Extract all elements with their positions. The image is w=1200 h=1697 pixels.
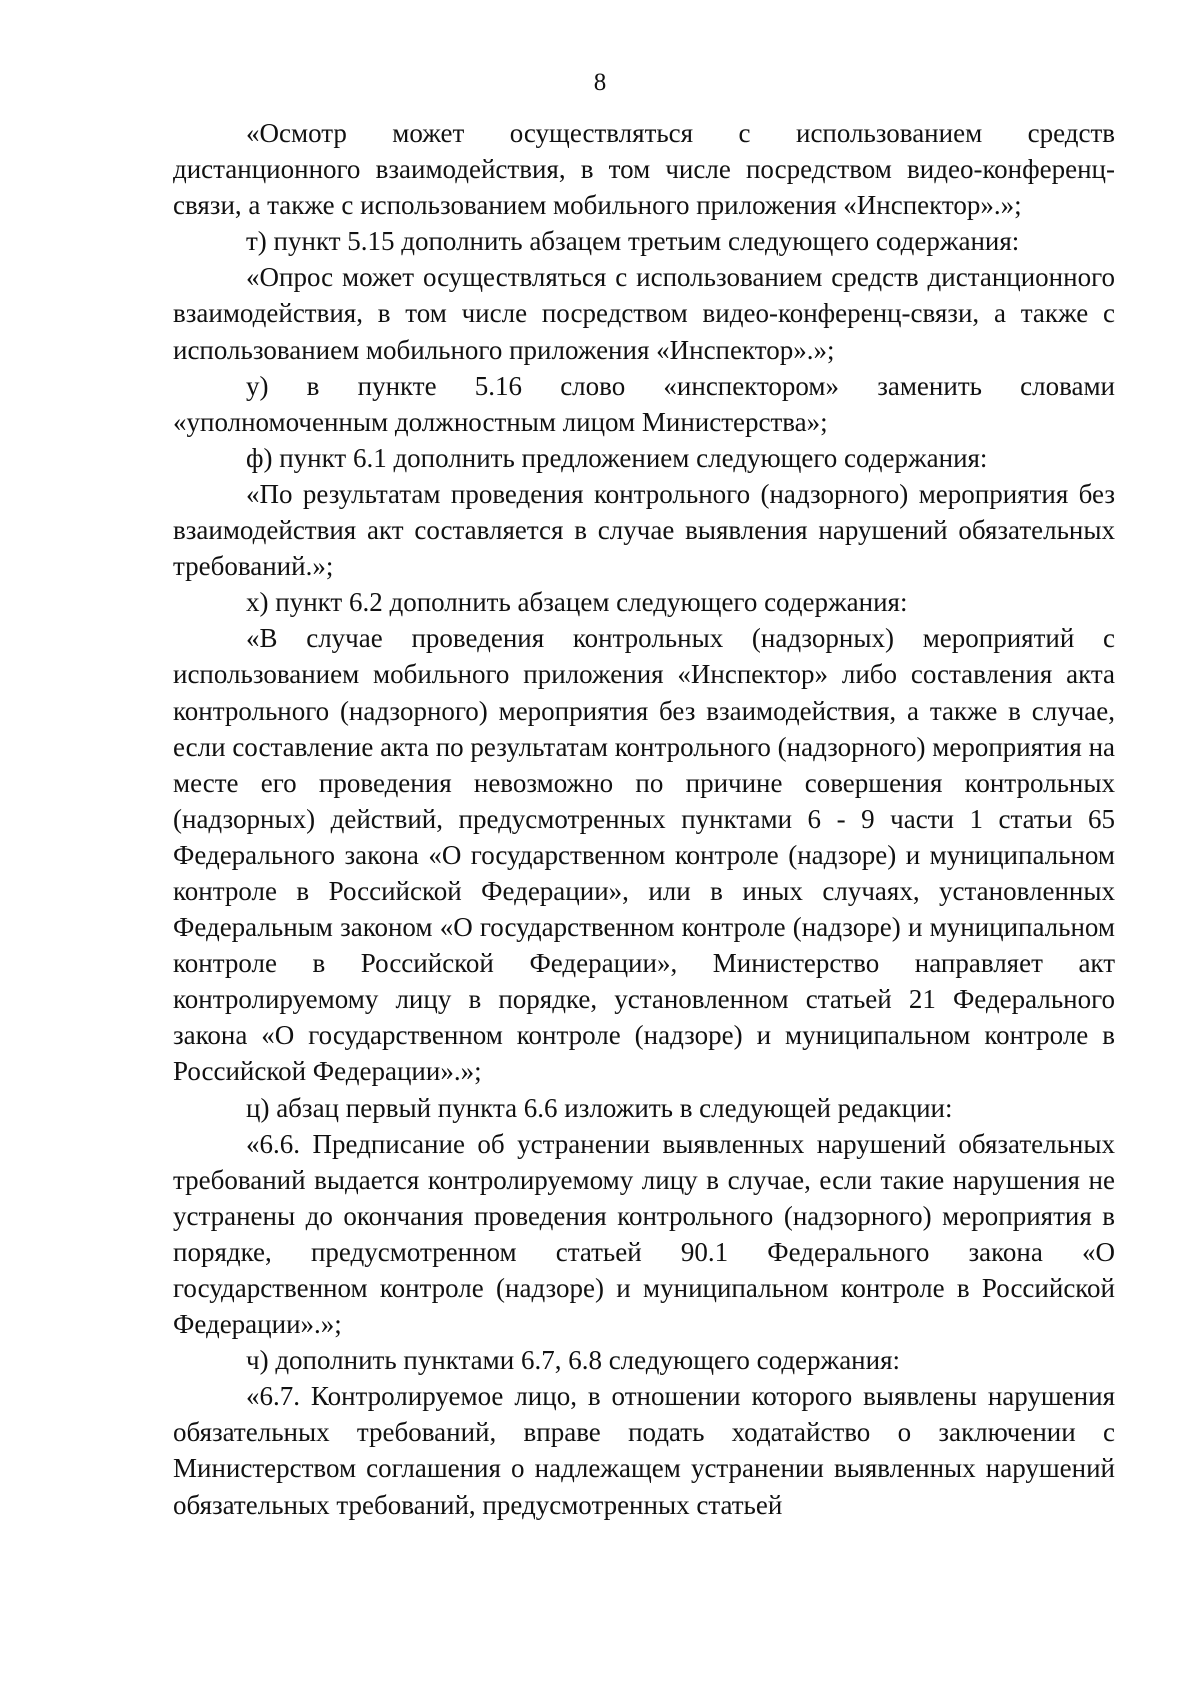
paragraph-item-t: т) пункт 5.15 дополнить абзацем третьим следующего содержания: <box>246 226 1020 257</box>
paragraph-item-f: ф) пункт 6.1 дополнить предложением следующего содержания: <box>246 442 988 473</box>
paragraph-item-ch: ч) дополнить пунктами 6.7, 6.8 следующего содержания: <box>246 1345 900 1376</box>
paragraph-item-u: у) в пункте 5.16 слово «инспектором» заменить словами «уполномоченным должностным лицом Министерства»; <box>173 370 1115 437</box>
paragraph-inspection-remote: «Осмотр может осуществляться с использованием средств дистанционного взаимодействия, в том числе посредством видео-конференц-связи, а также с использованием мобильного приложения «Инспектор».»; <box>173 118 1115 221</box>
paragraph-survey-remote: «Опрос может осуществляться с использованием средств дистанционного взаимодействия, в том числе посредством видео-конференц-связи, а также с использованием мобильного приложения «Инспектор».»; <box>173 262 1115 365</box>
paragraph-act-sending: «В случае проведения контрольных (надзорных) мероприятий с использованием мобильного приложения «Инспектор» либо составления акта контрольного (надзорного) мероприятия без взаимодействия, а также в случае, если составление акта по результатам контрольного (надзорного) мероприятия на месте его проведения невозможно по причине совершения контрольных (надзорных) действий, предусмотренных пунктами 6 - 9 части 1 статьи 65 Федерального закона «О государственном контроле (надзоре) и муниципальном контроле в Российской Федерации», или в иных случаях, установленных Федеральным законом «О государственном контроле (надзоре) и муниципальном контроле в Российской Федерации», Министерство направляет акт контролируемому лицу в порядке, установленном статьей 21 Федерального закона «О государственном контроле (надзоре) и муниципальном контроле в Российской Федерации».»; <box>173 623 1115 1087</box>
paragraph-item-kh: х) пункт 6.2 дополнить абзацем следующего содержания: <box>246 587 908 618</box>
page-number: 8 <box>593 69 607 96</box>
paragraph-act-without-interaction: «По результатам проведения контрольного (надзорного) мероприятия без взаимодействия акт составляется в случае выявления нарушений обязательных требований.»; <box>173 478 1115 582</box>
document-body <box>173 115 1115 1523</box>
paragraph-6-6-prescription: «6.6. Предписание об устранении выявленных нарушений обязательных требований выдается контролируемому лицу в случае, если такие нарушения не устранены до окончания проведения контрольного (надзорного) мероприятия в порядке, предусмотренном статьей 90.1 Федерального закона «О государственном контроле (надзоре) и муниципальном контроле в Российской Федерации».»; <box>173 1128 1115 1340</box>
paragraph-6-7-agreement: «6.7. Контролируемое лицо, в отношении которого выявлены нарушения обязательных требований, вправе подать ходатайство о заключении с Министерством соглашения о надлежащем устранении выявленных нарушений обязательных требований, предусмотренных статьей <box>173 1381 1115 1520</box>
paragraph-item-ts: ц) абзац первый пункта 6.6 изложить в следующей редакции: <box>246 1092 953 1123</box>
